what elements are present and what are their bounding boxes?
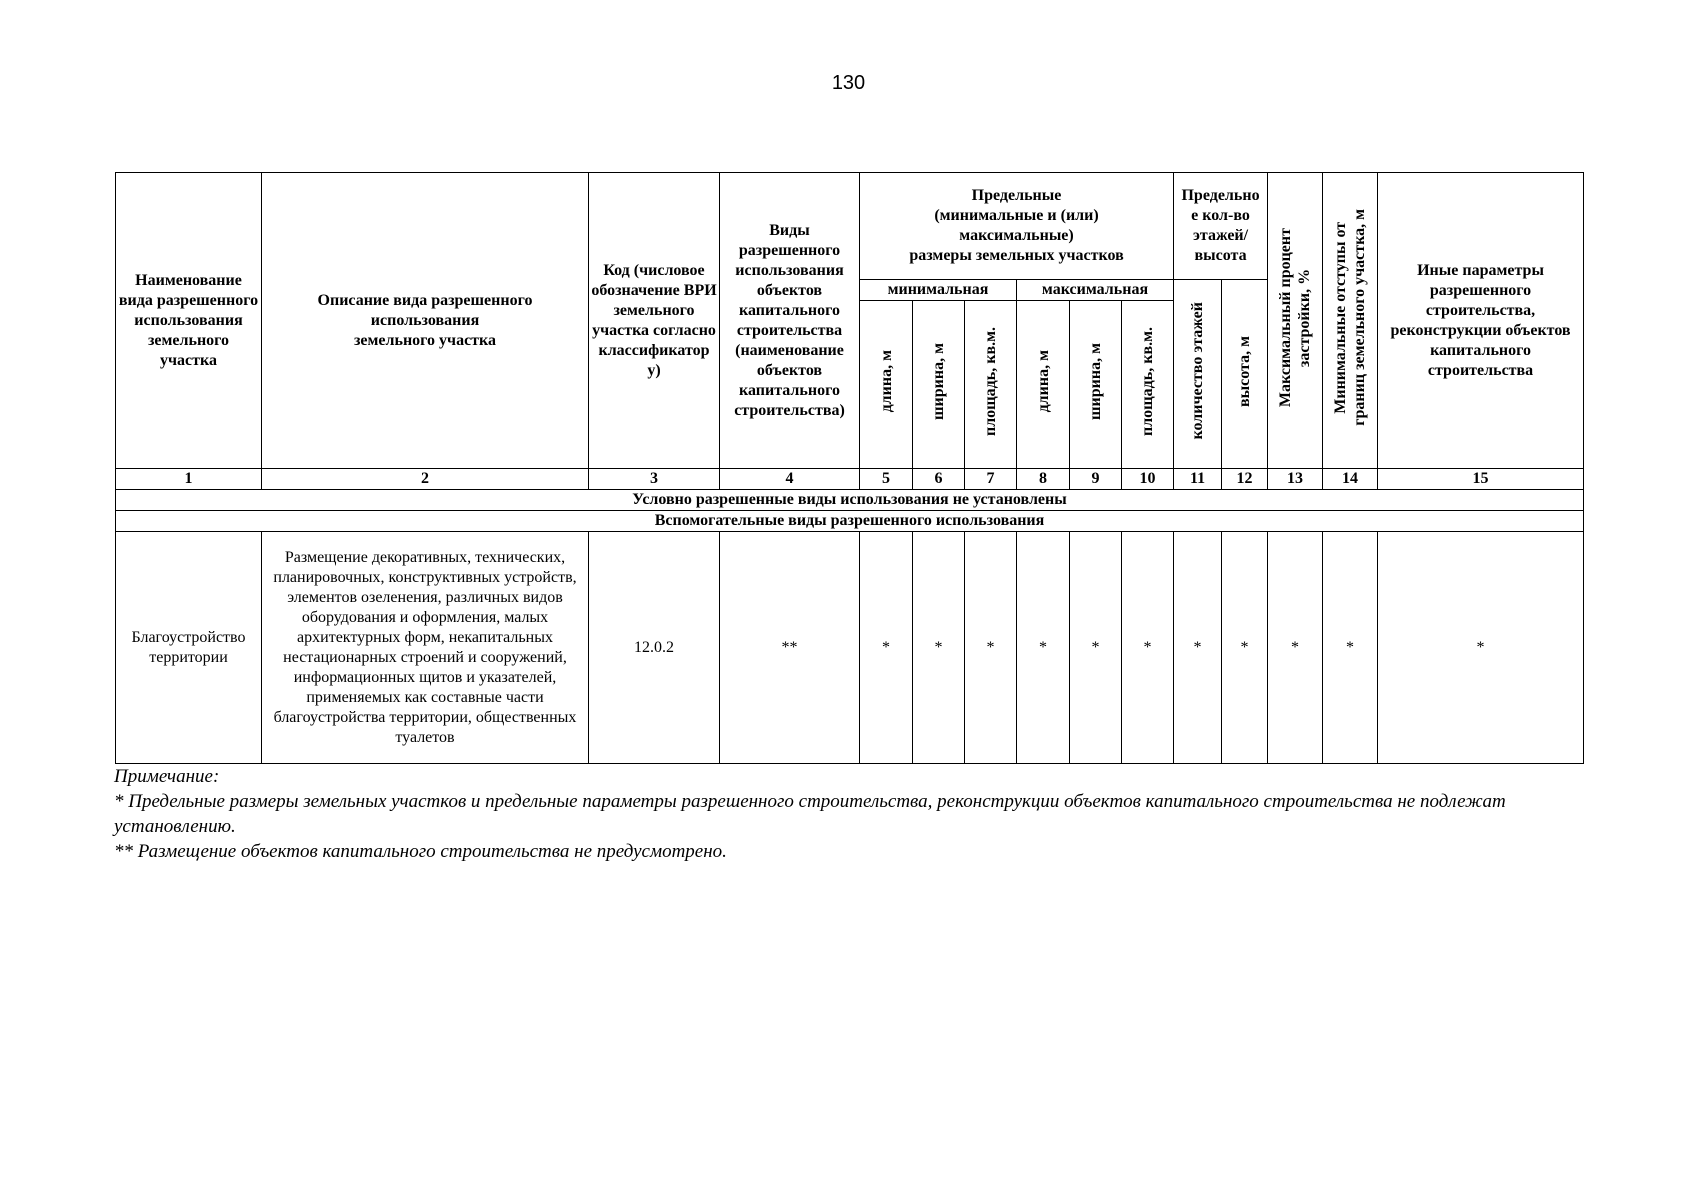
header-floors-height: Предельно е кол-во этажей/ высота: [1174, 173, 1268, 280]
header-minimal: минимальная: [860, 280, 1017, 301]
section-conditional-uses: Условно разрешенные виды использования не установлены: [116, 490, 1584, 511]
header-height: высота, м: [1222, 280, 1268, 469]
header-floor-count: количество этажей: [1174, 280, 1222, 469]
header-row-1: [116, 173, 1584, 280]
row-min-area: *: [965, 532, 1017, 764]
page-number: 130: [831, 72, 866, 94]
column-number: 7: [965, 469, 1017, 490]
column-number: 9: [1070, 469, 1122, 490]
row-min-setback: *: [1323, 532, 1378, 764]
row-min-length: *: [860, 532, 913, 764]
notes-block: [114, 764, 1594, 864]
header-max-width: ширина, м: [1070, 301, 1122, 469]
header-plot-size-limits: Предельные (минимальные и (или) максимальные) размеры земельных участков: [860, 173, 1174, 280]
row-use-description: Размещение декоративных, технических, планировочных, конструктивных устройств, элементов озеленения, различных видов оборудования и оформления, малых архитектурных форм, некапитальных нестационарных строений и сооружений, информационных щитов и указателей, применяемых как составные части благоустройства территории, общественных туалетов: [262, 532, 589, 764]
column-number: 8: [1017, 469, 1070, 490]
header-use-description: Описание вида разрешенного использования земельного участка: [262, 173, 589, 469]
header-classifier-code: Код (числовое обозначение ВРИ земельного участка согласно классификатор у): [589, 173, 720, 469]
column-number: 6: [913, 469, 965, 490]
row-height: *: [1222, 532, 1268, 764]
column-number: 3: [589, 469, 720, 490]
row-max-length: *: [1017, 532, 1070, 764]
row-use-name: Благоустройство территории: [116, 532, 262, 764]
header-other-parameters: Иные параметры разрешенного строительства, реконструкции объектов капитального строительства: [1378, 173, 1584, 469]
column-number: 12: [1222, 469, 1268, 490]
row-max-area: *: [1122, 532, 1174, 764]
column-number: 15: [1378, 469, 1584, 490]
column-number: 14: [1323, 469, 1378, 490]
column-number: 4: [720, 469, 860, 490]
header-max-length: длина, м: [1017, 301, 1070, 469]
row-max-build-percent: *: [1268, 532, 1323, 764]
header-oks-types: Виды разрешенного использования объектов капитального строительства (наименование объектов капитального строительства): [720, 173, 860, 469]
row-classifier-code: 12.0.2: [589, 532, 720, 764]
column-number: 11: [1174, 469, 1222, 490]
zoning-parameters-table: [115, 172, 1584, 764]
column-number: 5: [860, 469, 913, 490]
notes-title: Примечание:: [114, 766, 220, 787]
column-number: 2: [262, 469, 589, 490]
note-1: * Предельные размеры земельных участков и предельные параметры разрешенного строительства, реконструкции объектов капитального строительства не подлежат установлению.: [114, 791, 1506, 837]
row-max-width: *: [1070, 532, 1122, 764]
row-min-width: *: [913, 532, 965, 764]
table-row: [116, 532, 1584, 764]
header-min-length: длина, м: [860, 301, 913, 469]
column-number: 10: [1122, 469, 1174, 490]
column-number: 1: [116, 469, 262, 490]
header-max-build-percent: Максимальный процент застройки, %: [1268, 173, 1323, 469]
row-floor-count: *: [1174, 532, 1222, 764]
row-oks-types: **: [720, 532, 860, 764]
header-min-setback: Минимальные отступы от границ земельного участка, м: [1323, 173, 1378, 469]
column-number-row: [116, 469, 1584, 490]
section-conditional-row: [116, 490, 1584, 511]
row-other-parameters: *: [1378, 532, 1584, 764]
header-permitted-use-name: Наименование вида разрешенного использования земельного участка: [116, 173, 262, 469]
header-maximal: максимальная: [1017, 280, 1174, 301]
note-2: ** Размещение объектов капитального строительства не предусмотрено.: [114, 841, 727, 862]
header-min-width: ширина, м: [913, 301, 965, 469]
section-auxiliary-uses: Вспомогательные виды разрешенного использования: [116, 511, 1584, 532]
column-number: 13: [1268, 469, 1323, 490]
section-auxiliary-row: [116, 511, 1584, 532]
header-min-area: площадь, кв.м.: [965, 301, 1017, 469]
header-max-area: площадь, кв.м.: [1122, 301, 1174, 469]
